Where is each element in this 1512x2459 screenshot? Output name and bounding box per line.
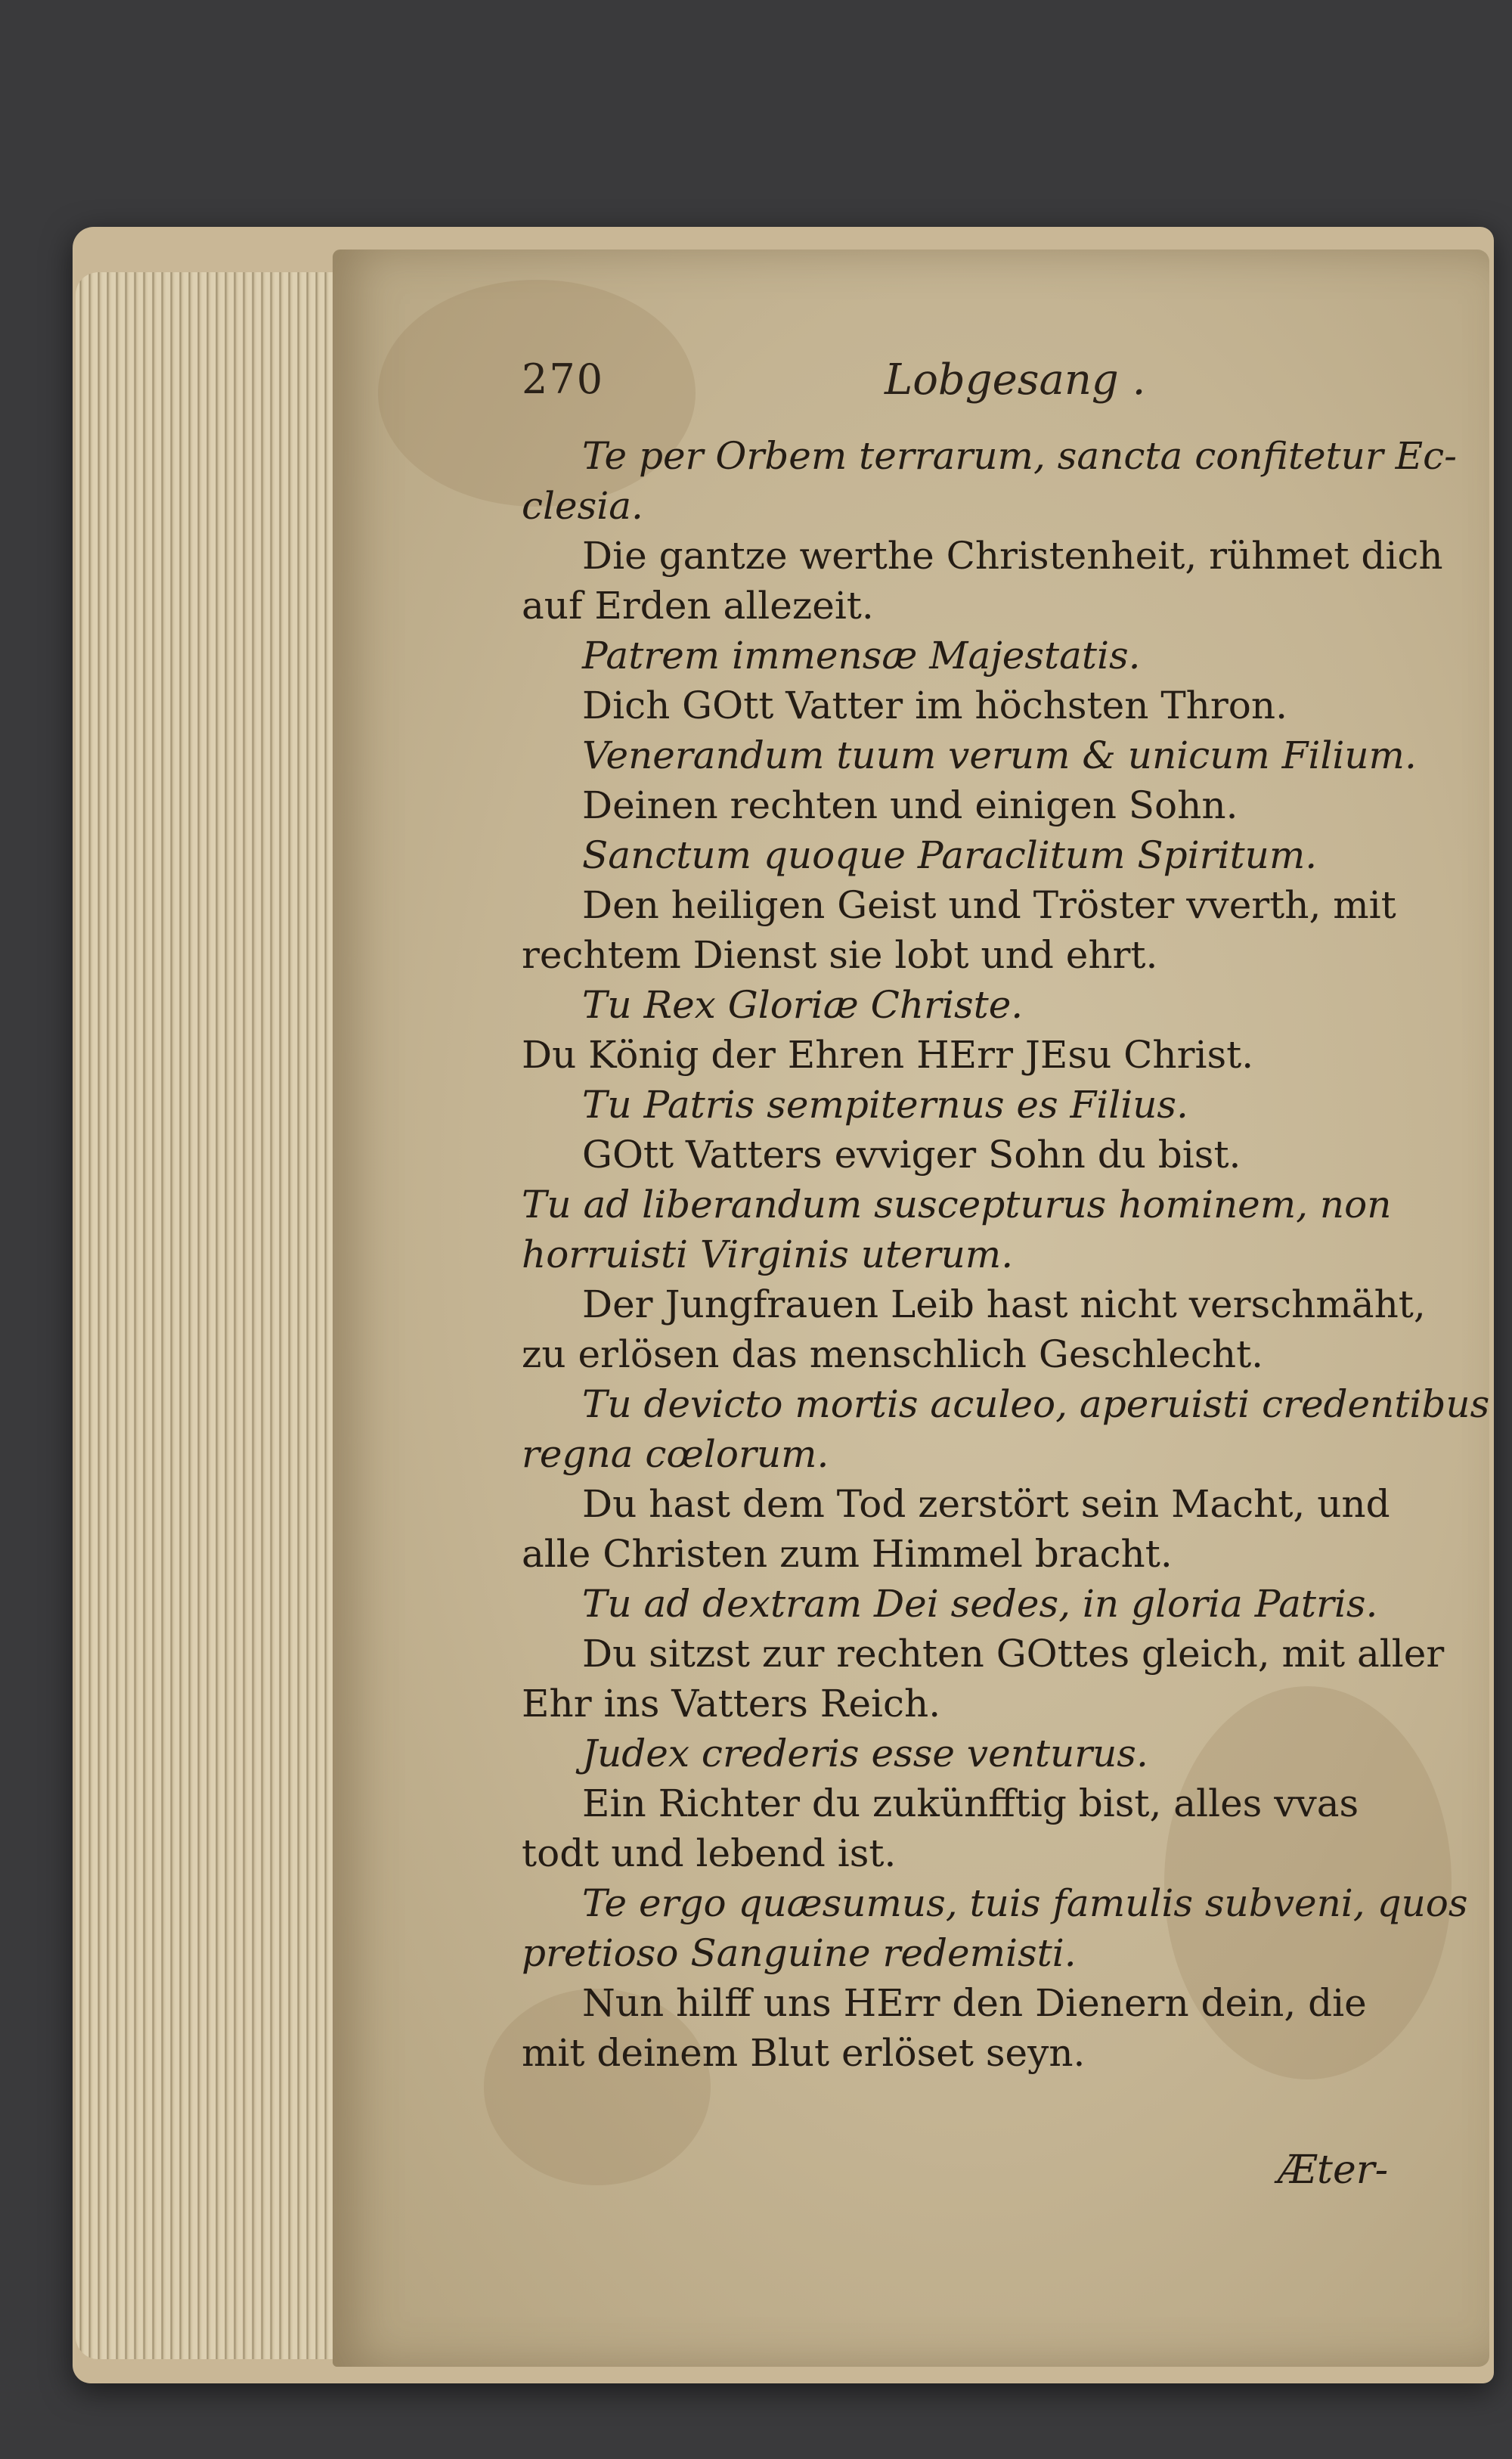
german-verse-line: auf Erden allezeit. (522, 584, 874, 628)
latin-verse-line: Tu ad dextram Dei sedes, in gloria Patris. (582, 1582, 1378, 1626)
latin-verse-line: pretioso Sanguine redemisti. (522, 1931, 1077, 1975)
latin-verse-line: Venerandum tuum verum & unicum Filium. (582, 733, 1417, 777)
german-verse-line: Nun hilff uns HErr den Dienern dein, die (582, 1981, 1367, 2025)
page-number: 270 (522, 355, 605, 403)
page-edges (76, 272, 363, 2359)
latin-verse-line: Patrem immensæ Majestatis. (582, 634, 1141, 678)
german-verse-line: Ein Richter du zukünfftig bist, alles vvas (582, 1781, 1359, 1825)
catchword: Æter- (1278, 2147, 1389, 2193)
german-verse-line: Die gantze werthe Christenheit, rühmet dich (582, 534, 1443, 578)
latin-verse-line: Te ergo quæsumus, tuis famulis subveni, quos (582, 1881, 1468, 1925)
latin-verse-line: horruisti Virginis uterum. (522, 1233, 1014, 1276)
german-verse-line: Du hast dem Tod zerstört sein Macht, und (582, 1482, 1390, 1526)
hymn-text (522, 431, 1490, 2078)
page-header (522, 355, 1459, 416)
running-title: Lobgesang . (885, 355, 1146, 405)
german-verse-line: Den heiligen Geist und Tröster vverth, mit (582, 883, 1396, 927)
latin-verse-line: clesia. (522, 484, 643, 528)
german-verse-line: Deinen rechten und einigen Sohn. (582, 783, 1238, 827)
latin-verse-line: Tu Patris sempiternus es Filius. (582, 1083, 1188, 1127)
german-verse-line: mit deinem Blut erlöset seyn. (522, 2031, 1086, 2075)
german-verse-line: Du König der Ehren HErr JEsu Christ. (522, 1033, 1254, 1077)
german-verse-line: zu erlösen das menschlich Geschlecht. (522, 1332, 1264, 1376)
latin-verse-line: Tu ad liberandum suscepturus hominem, non (522, 1183, 1392, 1226)
german-verse-line: alle Christen zum Himmel bracht. (522, 1532, 1173, 1576)
latin-verse-line: Te per Orbem terrarum, sancta confitetur Ec- (582, 434, 1458, 478)
latin-verse-line: regna cœlorum. (522, 1432, 829, 1476)
german-verse-line: Ehr ins Vatters Reich. (522, 1682, 941, 1726)
german-verse-line: rechtem Dienst sie lobt und ehrt. (522, 933, 1158, 977)
german-verse-line: Der Jungfrauen Leib hast nicht verschmäht, (582, 1282, 1426, 1326)
latin-verse-line: Tu Rex Gloriæ Christe. (582, 983, 1024, 1027)
german-verse-line: GOtt Vatters evviger Sohn du bist. (582, 1133, 1241, 1177)
german-verse-line: Dich GOtt Vatter im höchsten Thron. (582, 684, 1287, 727)
german-verse-line: todt und lebend ist. (522, 1831, 897, 1875)
latin-verse-line: Judex crederis esse venturus. (582, 1732, 1148, 1775)
latin-verse-line: Tu devicto mortis aculeo, aperuisti credentibus (582, 1382, 1490, 1426)
german-verse-line: Du sitzst zur rechten GOttes gleich, mit aller (582, 1632, 1445, 1676)
latin-verse-line: Sanctum quoque Paraclitum Spiritum. (582, 833, 1318, 877)
